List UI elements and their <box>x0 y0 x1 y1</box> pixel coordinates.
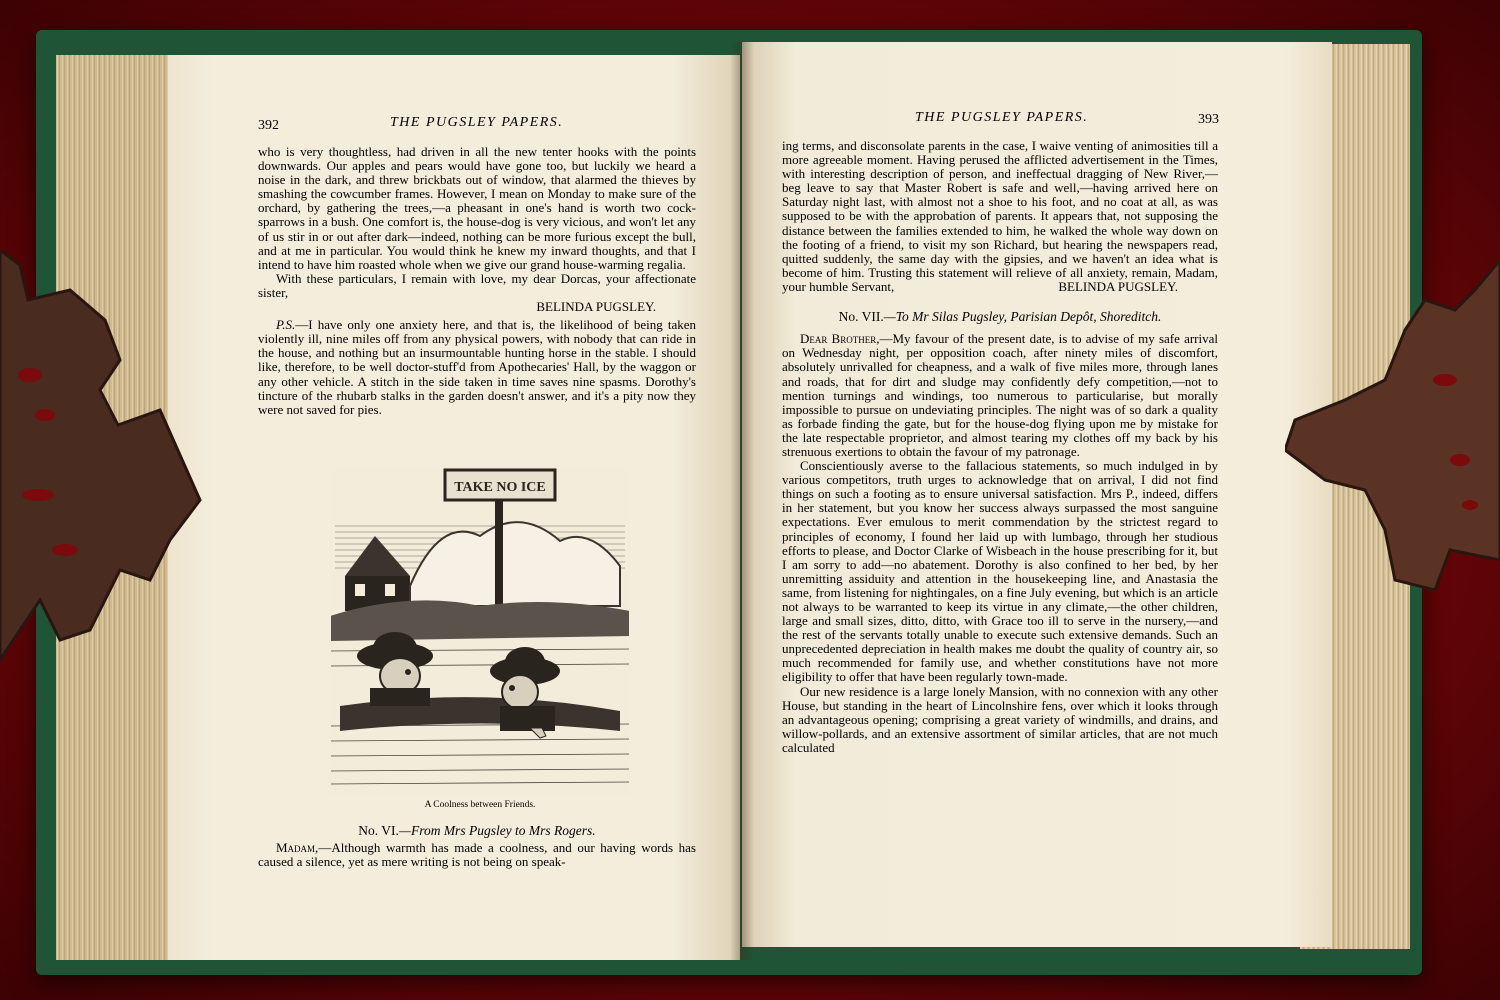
signature: BELINDA PUGSLEY. <box>1058 279 1178 295</box>
illustration-coolness <box>330 466 630 796</box>
illustration-caption: A Coolness between Friends. <box>424 800 536 810</box>
paragraph: ing terms, and disconsolate parents in the case, I waive venting of animosities till a more agreeable moment. Having perused the afflicted advertisement in the Times, with interesting description of person, and ineffectual dragging of New River,—beg leave to say that Master Robert is safe and well,—having arrived here on Saturday night last, with almost not a shoe to his foot, and no coat at all, as was supposed to be with the approbation of parents. It appears that, not supposing the distance between the families extended to him, he walked the whole way down on the footing of a friend, to visit my son Richard, but hearing the newspapers read, quitted suddenly, the same day with the gipsies, and we haven't an idea what is become of him. Trusting this statement will relieve of all anxiety, remain, Madam, your humble Servant, <box>782 138 1218 294</box>
sign-text: TAKE NO ICE <box>454 480 546 495</box>
signature: BELINDA PUGSLEY. <box>536 299 656 315</box>
salutation: Dear Brother, <box>800 331 880 347</box>
book-gutter <box>730 42 754 960</box>
paragraph: With these particulars, I remain with love, my dear Dorcas, your affectionate sister, <box>258 270 696 300</box>
paragraph: who is very thoughtless, had driven in all the new tenter hooks with the points downwards. Our apples and pears would have gone too, but luckily we heard a noise in the dark, and threw brickbats out of window, that alarmed the thieves by smashing the cowcumber frames. However, I mean on Monday to make sure of the orchard, by gathering the trees,—a pheasant in one's hand is worth two cock-sparrows in a bush. One comfort is, the house-dog is very vicious, and won't let any of us stir in or out after dark—indeed, nothing can be more furious except the bull, and at me in particular. You would think he knew my inward thoughts, and that I intend to have him roasted whole when we give our grand house-warming regalia. <box>258 144 696 272</box>
left-running-head: THE PUGSLEY PAPERS. <box>390 115 564 130</box>
right-page-body <box>782 139 1218 755</box>
ps-label: P.S. <box>276 317 296 333</box>
right-running-head: THE PUGSLEY PAPERS. <box>915 110 1089 125</box>
letter-text: —My favour of the present date, is to advise of my safe arrival on Wednesday night, per opposition coach, after ninety miles of discomfort, absolutely unrivalled for cheapness, and a walk of five miles more, through lanes and roads, that for dirt and sludge may confidently defy competition,—not to mention turnings and windings, too numerous to particularise, but morally impossible to pursue on undeviating principles. The night was of so dark a quality as forbade finding the gate, but for the house-dog flying upon me by mistake for the late respectable proprietor, and almost tearing my clothes off my back by his strenuous exertions to obtain the favour of my patronage. <box>782 331 1218 459</box>
heading-number: No. VII. <box>838 309 884 325</box>
left-page-body <box>258 145 696 417</box>
paragraph <box>258 841 696 869</box>
ps-text: —I have only one anxiety here, and that is, the likelihood of being taken violently ill, nine miles off from any physical powers, with nobody that can ride in the house, and nothing but an insurmountable hunting horse in the stable. I should like, therefore, to be well doctor-stuff'd from Apothecaries' Hall, by the waggon or any other vehicle. A stitch in the side taken in time saves nine spasms. Dorothy's tincture of the rhubarb stalks in the garden doesn't answer, and it's a pity now they were not saved for pies. <box>258 317 696 417</box>
paragraph <box>782 332 1218 459</box>
left-page-number: 392 <box>258 118 279 133</box>
heading-number: No. VI. <box>358 823 399 838</box>
letter-text: —Although warmth has made a coolness, and our having words has caused a silence, yet as mere writing is not being on speak- <box>258 840 696 870</box>
left-clasp <box>0 250 215 670</box>
letter-six <box>258 824 696 869</box>
paragraph: Conscientiously averse to the fallacious statements, so much indulged in by various competitors, truth urges to acknowledge that on arrival, I did not find things on such a footing as to ensure universal satisfaction. Mrs P., indeed, differs in her statement, but you know her success always surpassed the most sanguine expectations. Ever emulous to merit commendation by the strictest regard to principles of economy, I found her laid up with lumbago, through her studious efforts to please, and Doctor Clarke of Wisbeach in the house prescribing for it, but I am sorry to add—no abatement. Dorothy is also confined to her bed, by her unremitting assiduity and attention in the housekeeping line, and Anastasia the same, from listening for nightingales, on a fine July evening, but which is an article not always to be warranted to keep its virtue in any climate,—the other children, large and small sizes, ditto, ditto, with Grace too ill to serve in the nursery,—and the rest of the servants totally unable to execute such extensive demands. Such an unprecedented depreciation in health makes me doubt the quality of country air, so much recommended for family use, and whether constitutions have not more eligibility to offer that have been regularly town-made. <box>782 458 1218 685</box>
paragraph: Our new residence is a large lonely Mansion, with no connexion with any other House, but standing in the heart of Lincolnshire fens, over which it looks through an advantageous opening; comprising a great variety of windmills, and drains, and willow-pollards, and an extensive assortment of similar articles, that are not much calculated <box>782 683 1218 755</box>
heading-text: —From Mrs Pugsley to Mrs Rogers. <box>398 823 596 838</box>
letter-heading <box>258 824 696 838</box>
letter-heading <box>782 310 1218 324</box>
right-page-number: 393 <box>1198 112 1219 127</box>
salutation: Madam, <box>276 840 319 856</box>
postscript <box>258 318 696 417</box>
right-clasp <box>1285 250 1500 670</box>
heading-text: —To Mr Silas Pugsley, Parisian Depôt, Shoreditch. <box>883 309 1162 325</box>
